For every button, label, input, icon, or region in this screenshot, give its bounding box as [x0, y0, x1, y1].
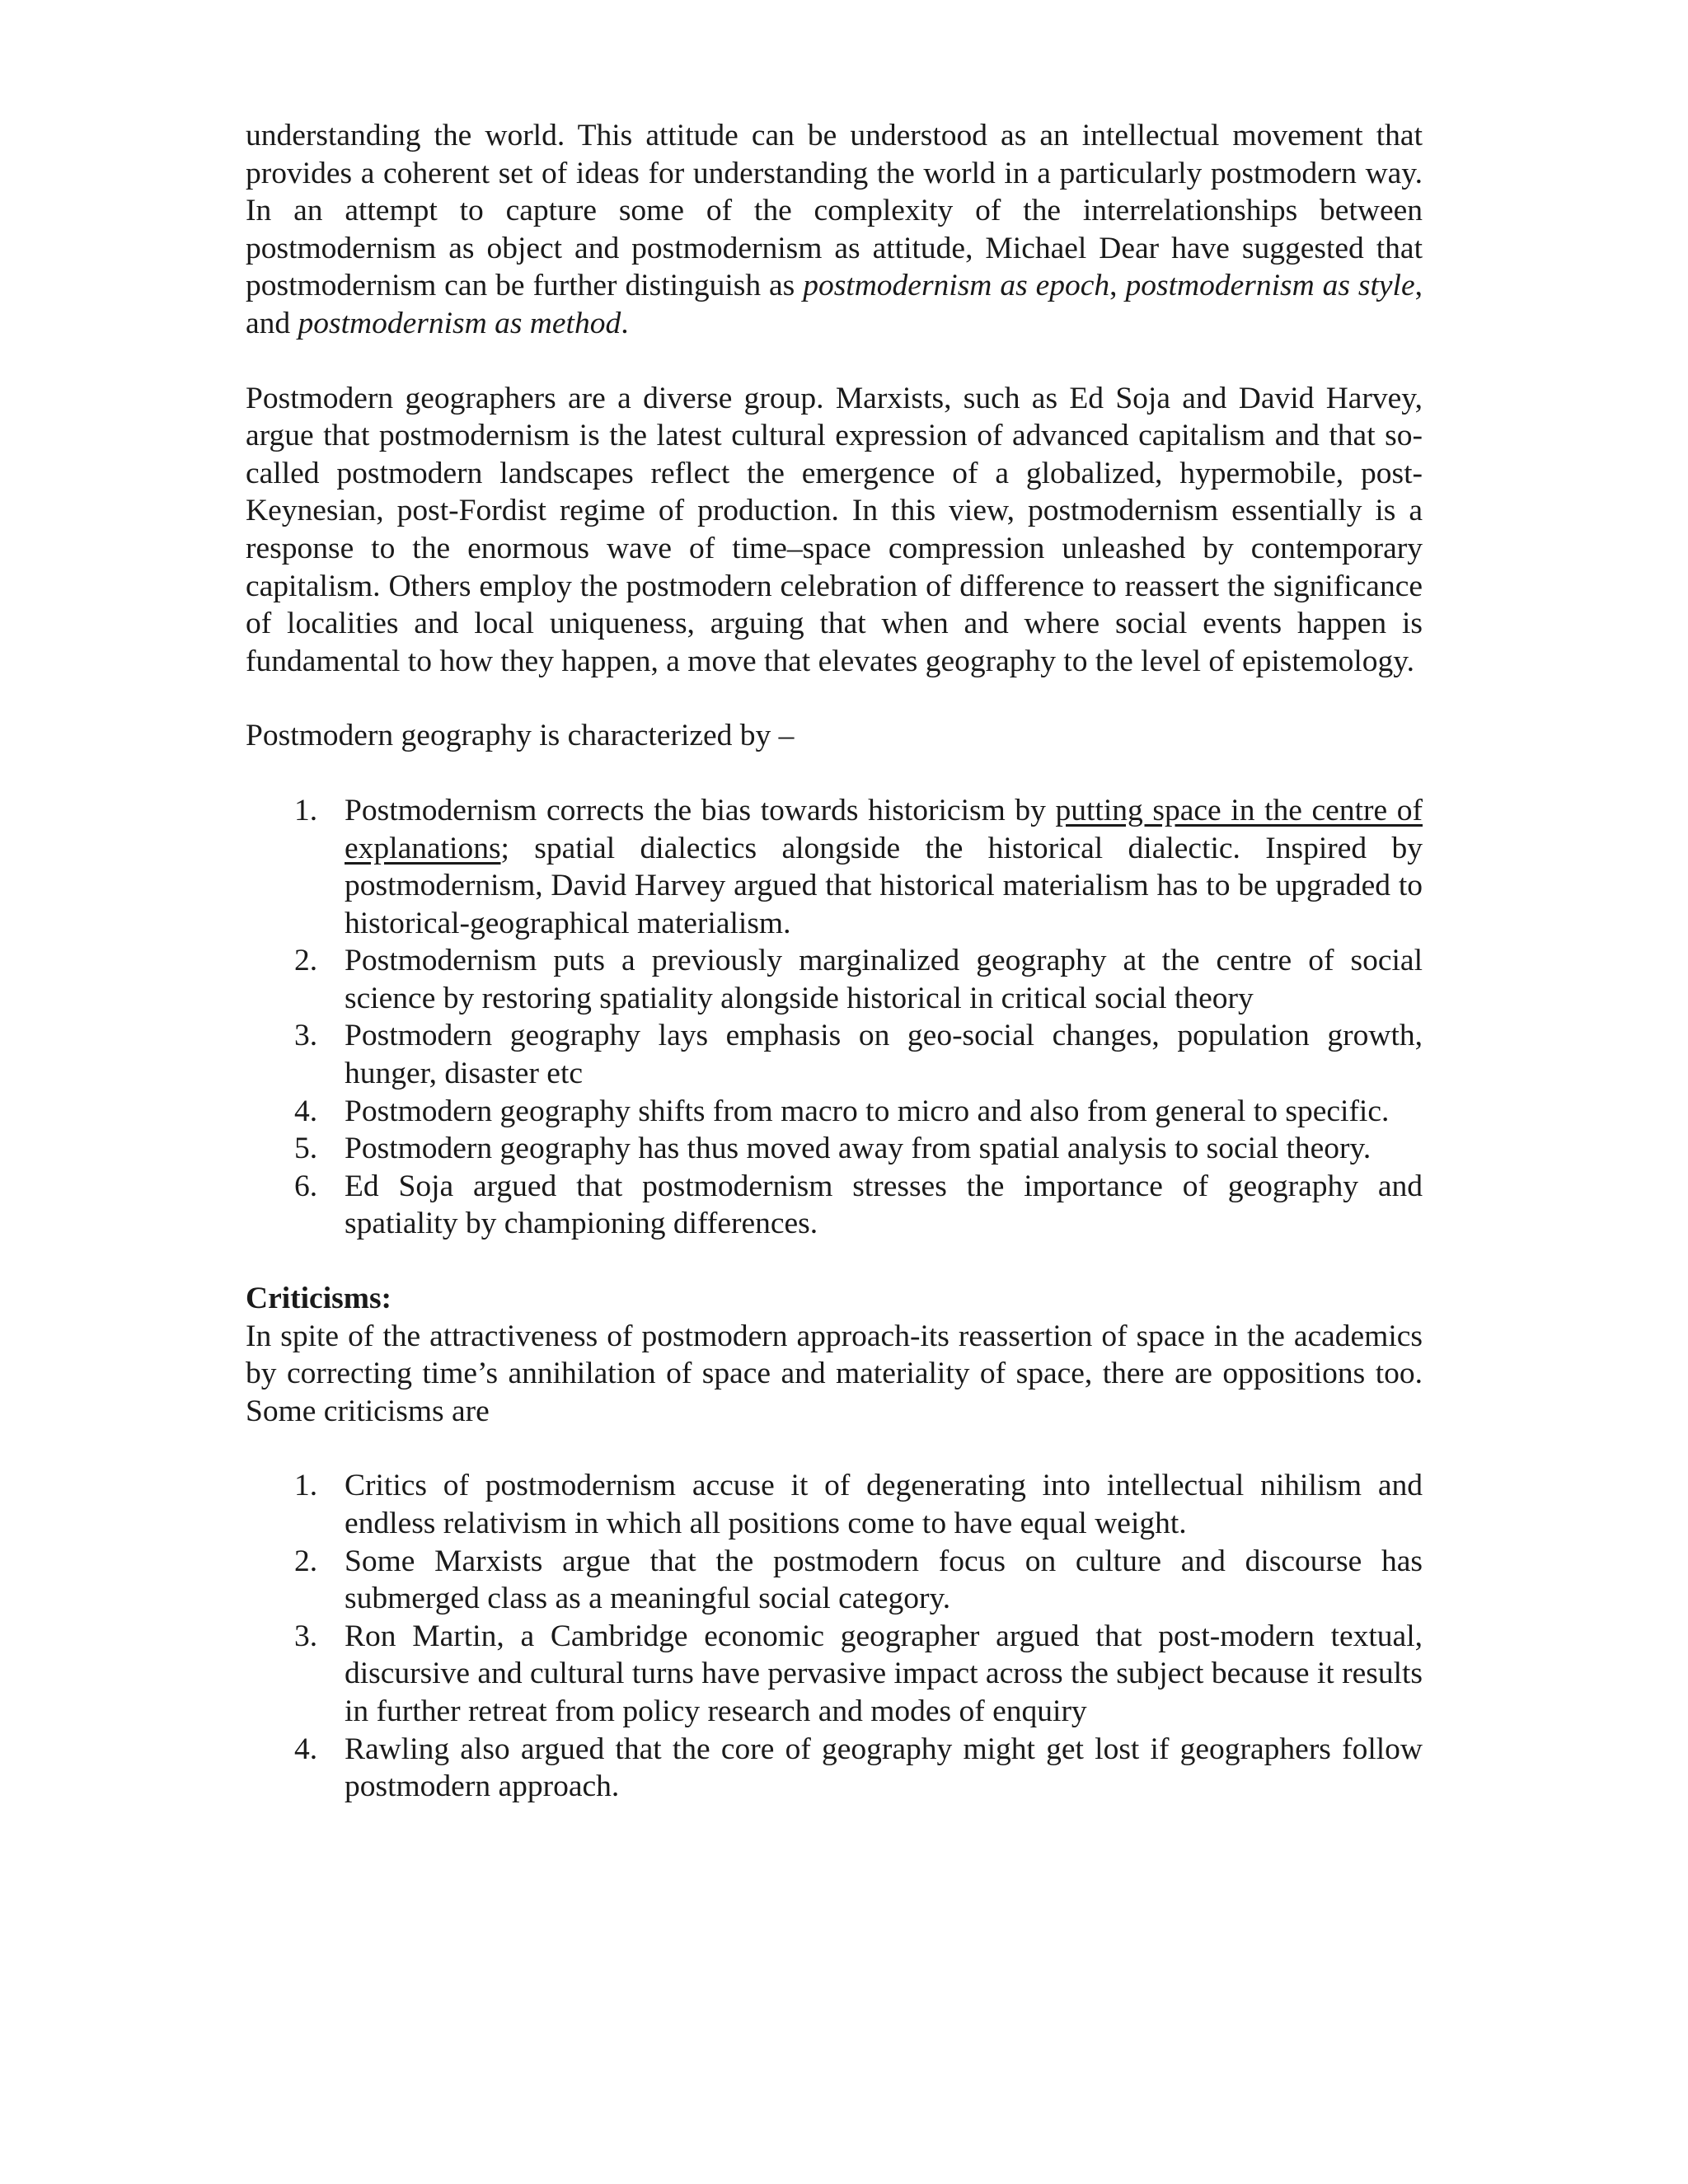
list-number: 1. [294, 793, 318, 827]
list-number: 5. [294, 1132, 318, 1166]
list-item [246, 1543, 1423, 1618]
paragraph-postmodernism-attitude [246, 117, 1423, 343]
list-item-text: ; spatial dialectics alongside the historical dialectic. Inspired by postmodernism, David Harvey argued that historical materialism has to be upgraded to historical-geographical materialism. [345, 831, 1423, 940]
list-number: 2. [294, 944, 318, 978]
list-item [246, 942, 1423, 1017]
list-item-text: Postmodernism corrects the bias towards historicism by [345, 793, 1056, 827]
list-item [246, 1467, 1423, 1542]
list-item [246, 792, 1423, 942]
criticisms-list [246, 1467, 1423, 1805]
characteristics-list [246, 792, 1423, 1243]
separator: , [1109, 269, 1126, 303]
list-item-text: Postmodern geography shifts from macro to micro and also from general to specific. [345, 1094, 1390, 1128]
list-item-text: Postmodern geography has thus moved away from spatial analysis to social theory. [345, 1132, 1372, 1166]
criticisms-heading: Criticisms: [246, 1282, 392, 1316]
paragraph-text: understanding the world. This attitude can be understood as an intellectual movement that provides a coherent set of ideas for understanding the world in a particularly postmodern way. In an attempt to capture some of the complexity of the interrelationships between postmodernism as object and postmodernism as attitude, Michael Dear have suggested that postmodernism can be further distinguish as [246, 119, 1423, 303]
italic-term-epoch: postmodernism as epoch [803, 269, 1110, 303]
list-item-text: Critics of postmodernism accuse it of degenerating into intellectual nihilism and endless relativism in which all positions come to have equal weight. [345, 1469, 1423, 1540]
period: . [621, 306, 629, 340]
list-item-text: Rawling also argued that the core of geography might get lost if geographers follow postmodern approach. [345, 1732, 1423, 1804]
characteristics-lead: Postmodern geography is characterized by – [246, 719, 795, 753]
underlined-phrase: putting space in the centre of explanations [345, 793, 1423, 865]
list-item [246, 1168, 1423, 1243]
list-item [246, 1093, 1423, 1131]
list-item [246, 1130, 1423, 1168]
list-item-text: Postmodern geography lays emphasis on geo-social changes, population growth, hunger, disaster etc [345, 1019, 1423, 1091]
list-number: 3. [294, 1619, 318, 1653]
list-item-text: Ed Soja argued that postmodernism stresses the importance of geography and spatiality by championing differences. [345, 1169, 1423, 1241]
list-number: 1. [294, 1469, 318, 1503]
italic-term-method: postmodernism as method [298, 306, 621, 340]
list-number: 4. [294, 1094, 318, 1128]
list-number: 4. [294, 1732, 318, 1766]
list-item [246, 1017, 1423, 1092]
list-item-text: Postmodernism puts a previously marginalized geography at the centre of social science by restoring spatiality alongside historical in critical social theory [345, 944, 1423, 1015]
list-item-text: Some Marxists argue that the postmodern focus on culture and discourse has submerged class as a meaningful social category. [345, 1544, 1423, 1616]
criticisms-intro: In spite of the attractiveness of postmodern approach-its reassertion of space in the academics by correcting time’s annihilation of space and materiality of space, there are oppositions too. Some criticisms are [246, 1319, 1423, 1428]
list-item [246, 1731, 1423, 1806]
paragraph-postmodern-geographers: Postmodern geographers are a diverse group. Marxists, such as Ed Soja and David Harvey, argue that postmodernism is the latest cultural expression of advanced capitalism and that so-called postmodern landscapes reflect the emergence of a globalized, hypermobile, post-Keynesian, post-Fordist regime of production. In this view, postmodernism essentially is a response to the enormous wave of time–space compression unleashed by contemporary capitalism. Others employ the postmodern celebration of difference to reassert the significance of localities and local uniqueness, arguing that when and where social events happen is fundamental to how they happen, a move that elevates geography to the level of epistemology. [246, 381, 1423, 678]
list-number: 3. [294, 1019, 318, 1053]
list-item [246, 1618, 1423, 1731]
list-number: 6. [294, 1169, 318, 1203]
document-page [246, 117, 1423, 1806]
separator: , and [246, 269, 1423, 340]
italic-term-style: postmodernism as style [1125, 269, 1415, 303]
list-item-text: Ron Martin, a Cambridge economic geographer argued that post-modern textual, discursive and cultural turns have pervasive impact across the subject because it results in further retreat from policy research and modes of enquiry [345, 1619, 1423, 1728]
list-number: 2. [294, 1544, 318, 1578]
